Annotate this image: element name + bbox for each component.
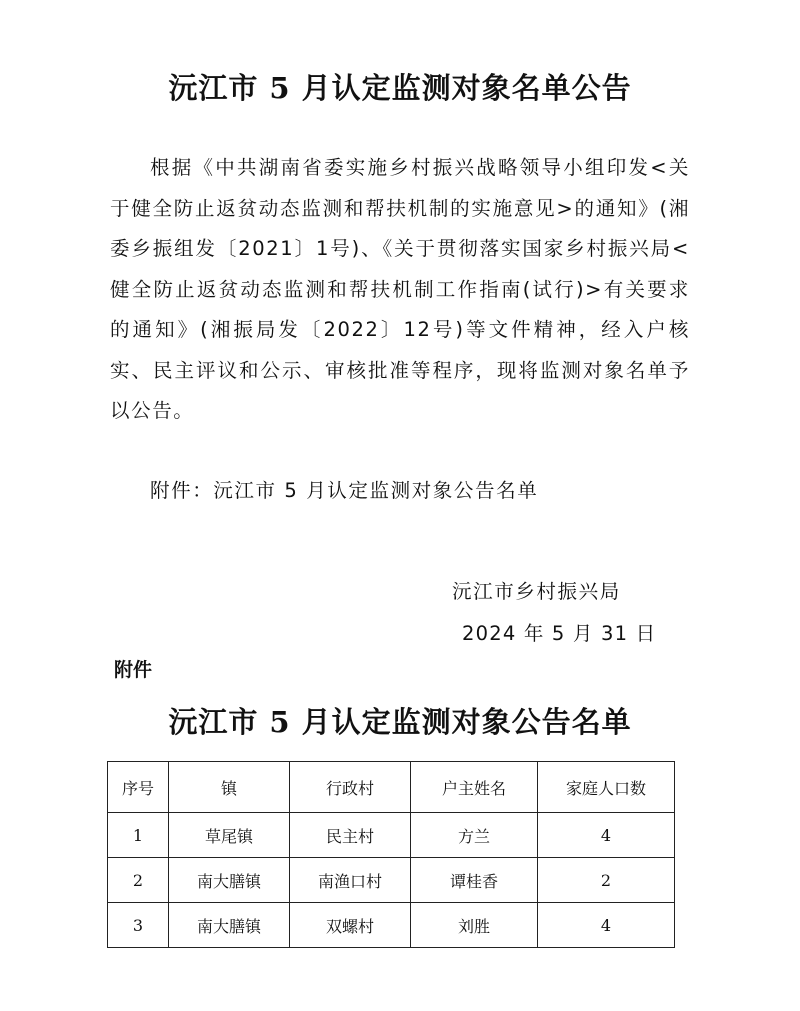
table-row (108, 858, 675, 903)
table-header-row (108, 762, 675, 813)
monitoring-roster-table (107, 761, 675, 948)
header-village: 行政村 (290, 762, 411, 813)
cell-family-size: 2 (538, 858, 675, 903)
header-serial: 序号 (108, 762, 169, 813)
announcement-body: 根据《中共湖南省委实施乡村振兴战略领导小组印发<关于健全防止返贫动态监测和帮扶机制的实施意见>的通知》(湘委乡振组发〔2021〕1号)、《关于贯彻落实国家乡村振兴局<健全防止返贫动态监测和帮扶机制工作指南(试行)>有关要求的通知》(湘振局发〔2022〕12号)等文件精神，经入户核实、民主评议和公示、审核批准等程序，现将监测对象名单予以公告。 (110, 156, 690, 422)
signature-date: 2024 年 5 月 31 日 (462, 622, 657, 645)
table-row (108, 813, 675, 858)
attachment-label: 附件 (114, 660, 153, 681)
header-town: 镇 (169, 762, 290, 813)
cell-serial: 1 (108, 813, 169, 858)
list-title: 沅江市 5 月认定监测对象公告名单 (168, 705, 632, 739)
header-family-size: 家庭人口数 (538, 762, 675, 813)
cell-serial: 3 (108, 903, 169, 948)
cell-serial: 2 (108, 858, 169, 903)
cell-village: 南渔口村 (290, 858, 411, 903)
cell-family-size: 4 (538, 903, 675, 948)
cell-householder: 谭桂香 (411, 858, 538, 903)
announcement-title: 沅江市 5 月认定监测对象名单公告 (168, 71, 632, 105)
signature-organization: 沅江市乡村振兴局 (452, 580, 621, 603)
cell-village: 双螺村 (290, 903, 411, 948)
attachment-reference: 附件：沅江市 5 月认定监测对象公告名单 (150, 479, 539, 502)
cell-family-size: 4 (538, 813, 675, 858)
table-row (108, 903, 675, 948)
cell-town: 南大膳镇 (169, 858, 290, 903)
cell-town: 南大膳镇 (169, 903, 290, 948)
cell-householder: 刘胜 (411, 903, 538, 948)
cell-town: 草尾镇 (169, 813, 290, 858)
cell-village: 民主村 (290, 813, 411, 858)
cell-householder: 方兰 (411, 813, 538, 858)
header-householder: 户主姓名 (411, 762, 538, 813)
